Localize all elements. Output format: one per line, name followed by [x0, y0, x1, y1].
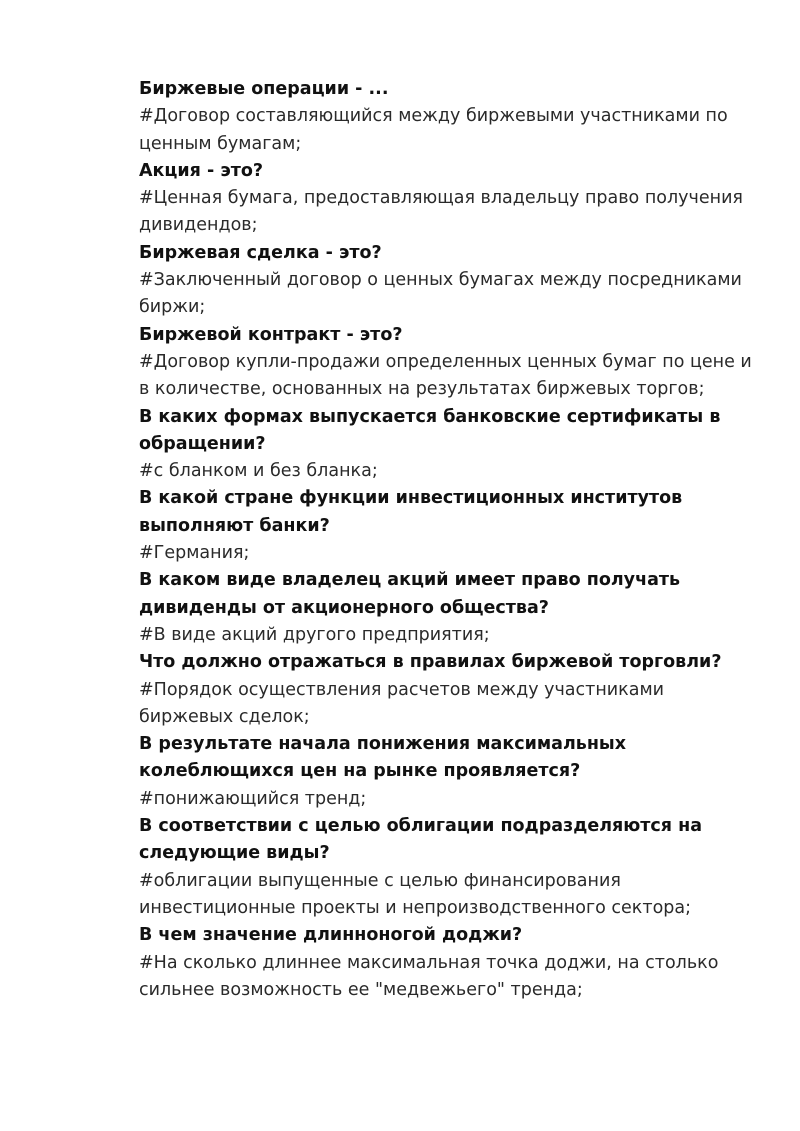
question-10: В соответствии с целью облигации подразделяются на следующие виды? — [139, 816, 703, 864]
question-4: Биржевой контракт - это? — [139, 324, 403, 345]
answer-11: #На сколько длиннее максимальная точка доджи, на столько сильнее возможность ее "медвежьего" тренда; — [139, 952, 719, 1000]
answer-10: #облигации выпущенные с целью финансирования инвестиционные проекты и непроизводственного сектора; — [139, 870, 692, 918]
answer-5: #с бланком и без бланка; — [139, 461, 378, 482]
answer-3: #Заключенный договор о ценных бумагах между посредниками биржи; — [139, 270, 742, 318]
question-2: Акция - это? — [139, 160, 264, 181]
document-body — [139, 76, 759, 1004]
question-7: В каком виде владелец акций имеет право получать дивиденды от акционерного общества? — [139, 570, 681, 618]
question-3: Биржевая сделка - это? — [139, 242, 382, 263]
question-5: В каких формах выпускается банковские сертификаты в обращении? — [139, 406, 721, 454]
answer-4: #Договор купли-продажи определенных ценных бумаг по цене и в количестве, основанных на результатах биржевых торгов; — [139, 351, 752, 400]
question-11: В чем значение длинноногой доджи? — [139, 925, 523, 946]
question-6: В какой стране функции инвестиционных институтов выполняют банки? — [139, 488, 683, 536]
answer-2: #Ценная бумага, предоставляющая владельцу право получения дивидендов; — [139, 188, 743, 236]
answer-6: #Германия; — [139, 543, 250, 564]
answer-7: #В виде акций другого предприятия; — [139, 624, 490, 645]
question-1: Биржевые операции - ... — [139, 79, 389, 99]
answer-8: #Порядок осуществления расчетов между участниками биржевых сделок; — [139, 679, 665, 727]
question-8: Что должно отражаться в правилах биржевой торговли? — [139, 652, 722, 673]
answer-1: #Договор составляющийся между биржевыми участниками по ценным бумагам; — [139, 106, 728, 154]
question-9: В результате начала понижения максимальных колеблющихся цен на рынке проявляется? — [139, 734, 627, 782]
answer-9: #понижающийся тренд; — [139, 788, 367, 809]
